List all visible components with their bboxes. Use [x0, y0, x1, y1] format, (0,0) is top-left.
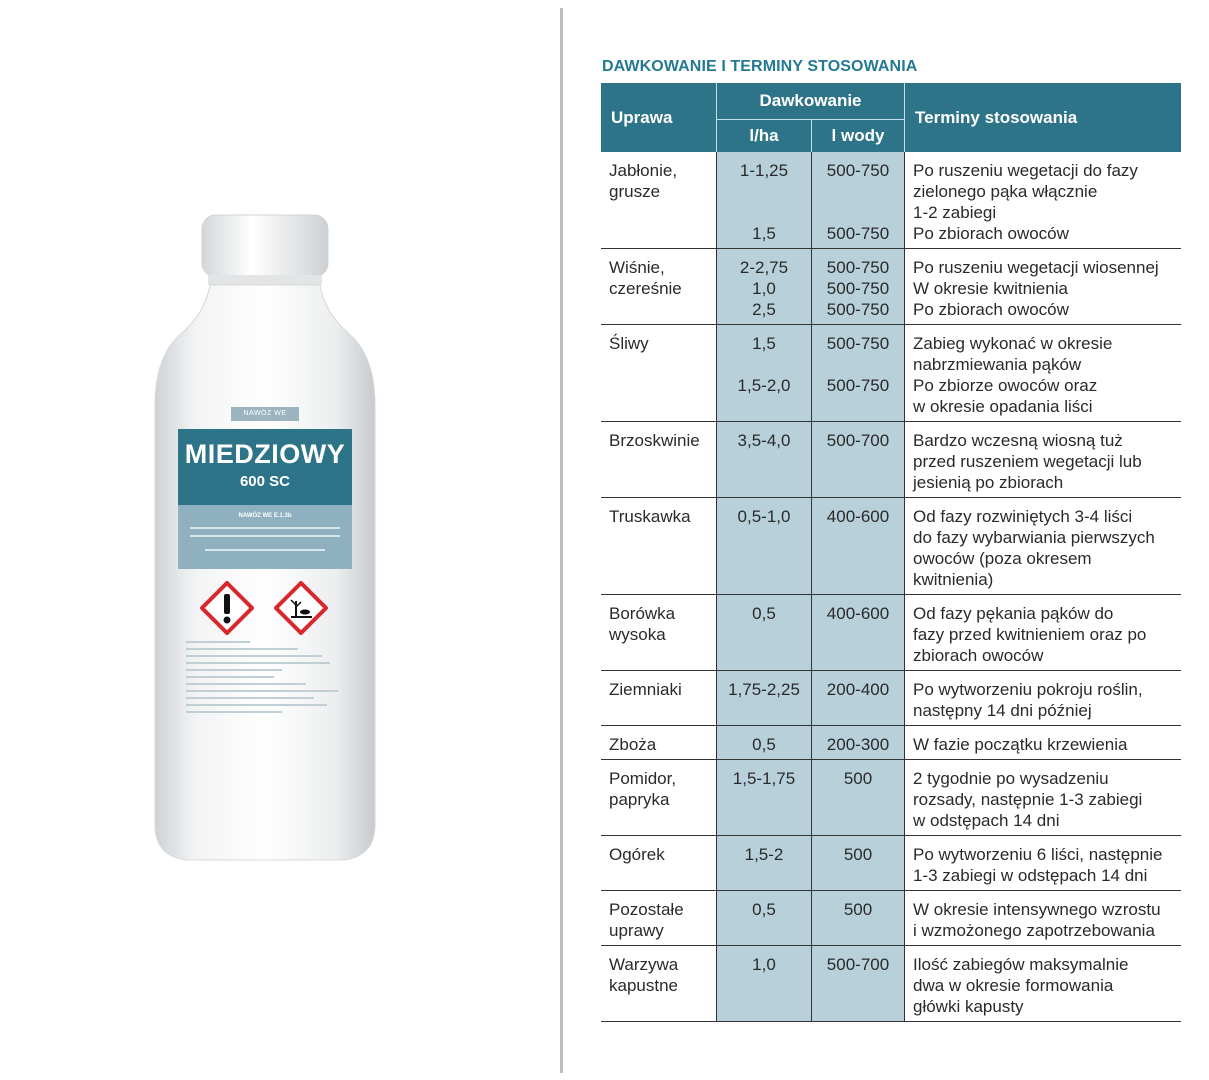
label-fertilizer-type: NAWÓZ WE E.1.3b	[238, 513, 292, 519]
crop-cell-line: czereśnie	[609, 279, 682, 298]
timing-cell-line: Zabieg wykonać w okresie	[913, 334, 1113, 353]
table-row	[601, 946, 1181, 1022]
timing-cell-line: przed ruszeniem wegetacji lub	[913, 452, 1142, 471]
crop-cell	[601, 726, 717, 760]
dose-lha-cell-line	[717, 354, 811, 375]
timing-cell-line: W fazie początku krzewienia	[913, 735, 1128, 754]
header-dose: Dawkowanie	[717, 83, 905, 120]
crop-cell	[601, 325, 717, 422]
timing-cell-line: Po zbiorze owoców oraz	[913, 376, 1098, 395]
crop-cell	[601, 760, 717, 836]
dose-water-cell-line: 500-700	[826, 431, 890, 450]
dose-water-cell-line: 400-600	[826, 507, 890, 526]
timing-cell-line: dwa w okresie formowania	[913, 976, 1114, 995]
crop-cell-line: Pozostałe	[609, 900, 684, 919]
timing-cell-line: w okresie opadania liści	[913, 397, 1093, 416]
dose-lha-cell-line: 2,5	[752, 300, 776, 319]
dose-lha-cell-line: 1,5	[752, 334, 776, 353]
dose-water-cell-line: 500-750	[826, 224, 890, 243]
label-text-line	[190, 535, 340, 537]
dose-water-cell	[812, 836, 905, 891]
timing-cell	[905, 325, 1182, 422]
dose-lha-cell	[717, 671, 812, 726]
dosage-table-body	[601, 152, 1181, 1022]
dose-lha-cell-line: 0,5	[752, 604, 776, 623]
product-image-panel	[0, 0, 560, 1080]
dose-lha-cell-line: 1,5-2,0	[737, 376, 791, 395]
timing-cell-line: nabrzmiewania pąków	[913, 355, 1082, 374]
crop-cell-line: grusze	[609, 182, 661, 201]
timing-cell-line: 1-3 zabiegi w odstępach 14 dni	[913, 866, 1148, 885]
environment-hazard-icon	[274, 581, 328, 635]
table-row	[601, 595, 1181, 671]
product-variant: 600 SC	[239, 473, 291, 490]
table-row	[601, 671, 1181, 726]
crop-cell-line: Brzoskwinie	[609, 431, 700, 450]
dose-lha-cell-line	[717, 202, 811, 223]
dose-lha-cell-line: 1-1,25	[739, 161, 789, 180]
timing-cell-line: kwitnienia)	[913, 570, 994, 589]
crop-cell	[601, 671, 717, 726]
crop-cell-line: uprawy	[609, 921, 664, 940]
dose-water-cell-line	[812, 202, 904, 223]
crop-cell	[601, 152, 717, 249]
label-category: NAWÓZ WE	[231, 407, 299, 421]
dose-lha-cell	[717, 760, 812, 836]
dose-lha-cell	[717, 422, 812, 498]
timing-cell	[905, 249, 1182, 325]
timing-cell-line: 2 tygodnie po wysadzeniu	[913, 769, 1109, 788]
product-name: MIEDZIOWY	[184, 439, 346, 469]
timing-cell-line: Bardzo wczesną wiosną tuż	[913, 431, 1123, 450]
dose-lha-cell-line: 0,5-1,0	[737, 507, 791, 526]
timing-cell	[905, 422, 1182, 498]
dose-lha-cell	[717, 836, 812, 891]
dose-lha-cell-line: 3,5-4,0	[737, 431, 791, 450]
dose-water-cell	[812, 946, 905, 1022]
timing-cell-line: Po wytworzeniu pokroju roślin,	[913, 680, 1143, 699]
dose-lha-cell-line: 1,5-1,75	[732, 769, 796, 788]
timing-cell-line: owoców (poza okresem	[913, 549, 1092, 568]
dose-lha-cell	[717, 152, 812, 249]
crop-cell-line: Borówka	[609, 604, 676, 623]
timing-cell-line: Od fazy rozwiniętych 3-4 liści	[913, 507, 1133, 526]
dose-lha-cell-line: 0,5	[752, 900, 776, 919]
crop-cell-line: Śliwy	[609, 334, 649, 353]
dose-water-cell-line	[812, 354, 904, 375]
timing-cell	[905, 891, 1182, 946]
crop-cell	[601, 498, 717, 595]
dose-lha-cell	[717, 249, 812, 325]
header-crop: Uprawa	[601, 83, 717, 152]
table-row	[601, 325, 1181, 422]
crop-cell-line: Truskawka	[609, 507, 691, 526]
dose-lha-cell-line: 1,5	[752, 224, 776, 243]
dose-lha-cell-line: 1,0	[752, 279, 776, 298]
timing-cell-line: w odstępach 14 dni	[913, 811, 1060, 830]
timing-cell-line: główki kapusty	[913, 997, 1024, 1016]
table-row	[601, 249, 1181, 325]
dose-water-cell	[812, 498, 905, 595]
crop-cell-line: papryka	[609, 790, 670, 809]
crop-cell-line: Warzywa	[609, 955, 679, 974]
timing-cell-line: rozsady, następnie 1-3 zabiegi	[913, 790, 1143, 809]
timing-cell-line: fazy przed kwitnieniem oraz po	[913, 625, 1147, 644]
dose-water-cell-line: 500-750	[826, 161, 890, 180]
dose-lha-cell-line: 2-2,75	[739, 258, 789, 277]
dose-water-cell-line: 500-750	[826, 279, 890, 298]
crop-cell-line: Jabłonie,	[609, 161, 678, 180]
timing-cell-line: Po ruszeniu wegetacji wiosennej	[913, 258, 1159, 277]
timing-cell-line: Po zbiorach owoców	[913, 224, 1069, 243]
timing-cell-line: jesienią po zbiorach	[913, 473, 1064, 492]
dose-water-cell-line: 500	[843, 845, 873, 864]
crop-cell-line: wysoka	[609, 625, 666, 644]
crop-cell-line: kapustne	[609, 976, 678, 995]
crop-cell	[601, 595, 717, 671]
dose-water-cell	[812, 595, 905, 671]
header-timing: Terminy stosowania	[905, 83, 1182, 152]
crop-cell	[601, 422, 717, 498]
product-label	[178, 403, 352, 743]
timing-cell	[905, 152, 1182, 249]
crop-cell	[601, 946, 717, 1022]
dose-water-cell-line: 500	[843, 900, 873, 919]
crop-cell-line: Wiśnie,	[609, 258, 665, 277]
label-info	[178, 505, 352, 569]
dose-water-cell	[812, 249, 905, 325]
label-fine-print	[186, 641, 346, 718]
timing-cell	[905, 946, 1182, 1022]
table-row	[601, 836, 1181, 891]
dose-water-cell	[812, 726, 905, 760]
timing-cell-line: zbiorach owoców	[913, 646, 1044, 665]
timing-cell-line: zielonego pąka włącznie	[913, 182, 1098, 201]
label-text-line	[190, 527, 340, 529]
dose-lha-cell-line: 1,0	[752, 955, 776, 974]
dose-water-cell	[812, 325, 905, 422]
label-text-line	[205, 549, 325, 551]
crop-cell-line: Pomidor,	[609, 769, 677, 788]
dose-lha-cell	[717, 726, 812, 760]
table-row	[601, 498, 1181, 595]
table-row	[601, 422, 1181, 498]
dose-water-cell-line: 500-750	[826, 376, 890, 395]
dose-lha-cell-line	[717, 181, 811, 202]
table-row	[601, 760, 1181, 836]
timing-cell-line: Od fazy pękania pąków do	[913, 604, 1114, 623]
dose-lha-cell	[717, 891, 812, 946]
timing-cell-line: następny 14 dni później	[913, 701, 1092, 720]
timing-cell-line: Ilość zabiegów maksymalnie	[913, 955, 1129, 974]
dose-water-cell	[812, 422, 905, 498]
panel-divider	[560, 8, 563, 1073]
exclamation-mark-icon	[200, 581, 254, 635]
crop-cell-line: Zboża	[609, 735, 657, 754]
dose-lha-cell-line: 0,5	[752, 735, 776, 754]
timing-cell-line: do fazy wybarwiania pierwszych	[913, 528, 1155, 547]
timing-cell	[905, 671, 1182, 726]
timing-cell	[905, 726, 1182, 760]
label-brand-band	[178, 429, 352, 505]
timing-cell	[905, 595, 1182, 671]
dose-lha-cell	[717, 946, 812, 1022]
dosage-table	[601, 83, 1181, 1022]
table-row	[601, 726, 1181, 760]
dose-water-cell-line	[812, 181, 904, 202]
dose-lha-cell	[717, 498, 812, 595]
crop-cell	[601, 249, 717, 325]
crop-cell	[601, 836, 717, 891]
timing-cell-line: W okresie intensywnego wzrostu	[913, 900, 1161, 919]
crop-cell-line: Ziemniaki	[609, 680, 682, 699]
dose-water-cell	[812, 760, 905, 836]
dose-lha-cell-line: 1,5-2	[744, 845, 784, 864]
bottle	[150, 205, 380, 875]
timing-cell-line: Po zbiorach owoców	[913, 300, 1069, 319]
timing-cell-line: Po ruszeniu wegetacji do fazy	[913, 161, 1138, 180]
dose-water-cell-line: 200-400	[826, 680, 890, 699]
header-dose-water: l wody	[812, 120, 905, 153]
dose-water-cell-line: 500-700	[826, 955, 890, 974]
dose-lha-cell	[717, 595, 812, 671]
table-title: DAWKOWANIE I TERMINY STOSOWANIA	[602, 58, 918, 75]
timing-cell-line: 1-2 zabiegi	[913, 203, 997, 222]
dose-water-cell-line: 500-750	[826, 300, 890, 319]
dose-water-cell	[812, 891, 905, 946]
header-dose-lha: l/ha	[717, 120, 812, 153]
dose-lha-cell	[717, 325, 812, 422]
dose-water-cell-line: 500-750	[826, 258, 890, 277]
dose-water-cell-line: 500-750	[826, 334, 890, 353]
dose-water-cell-line: 400-600	[826, 604, 890, 623]
timing-cell-line: Po wytworzeniu 6 liści, następnie	[913, 845, 1163, 864]
timing-cell	[905, 760, 1182, 836]
dose-water-cell	[812, 671, 905, 726]
timing-cell	[905, 498, 1182, 595]
dose-water-cell-line: 200-300	[826, 735, 890, 754]
dose-water-cell	[812, 152, 905, 249]
timing-cell-line: W okresie kwitnienia	[913, 279, 1068, 298]
crop-cell-line: Ogórek	[609, 845, 665, 864]
dose-water-cell-line: 500	[843, 769, 873, 788]
dose-lha-cell-line: 1,75-2,25	[728, 680, 800, 699]
table-row	[601, 152, 1181, 249]
table-row	[601, 891, 1181, 946]
timing-cell-line: i wzmożonego zapotrzebowania	[913, 921, 1155, 940]
timing-cell	[905, 836, 1182, 891]
crop-cell	[601, 891, 717, 946]
